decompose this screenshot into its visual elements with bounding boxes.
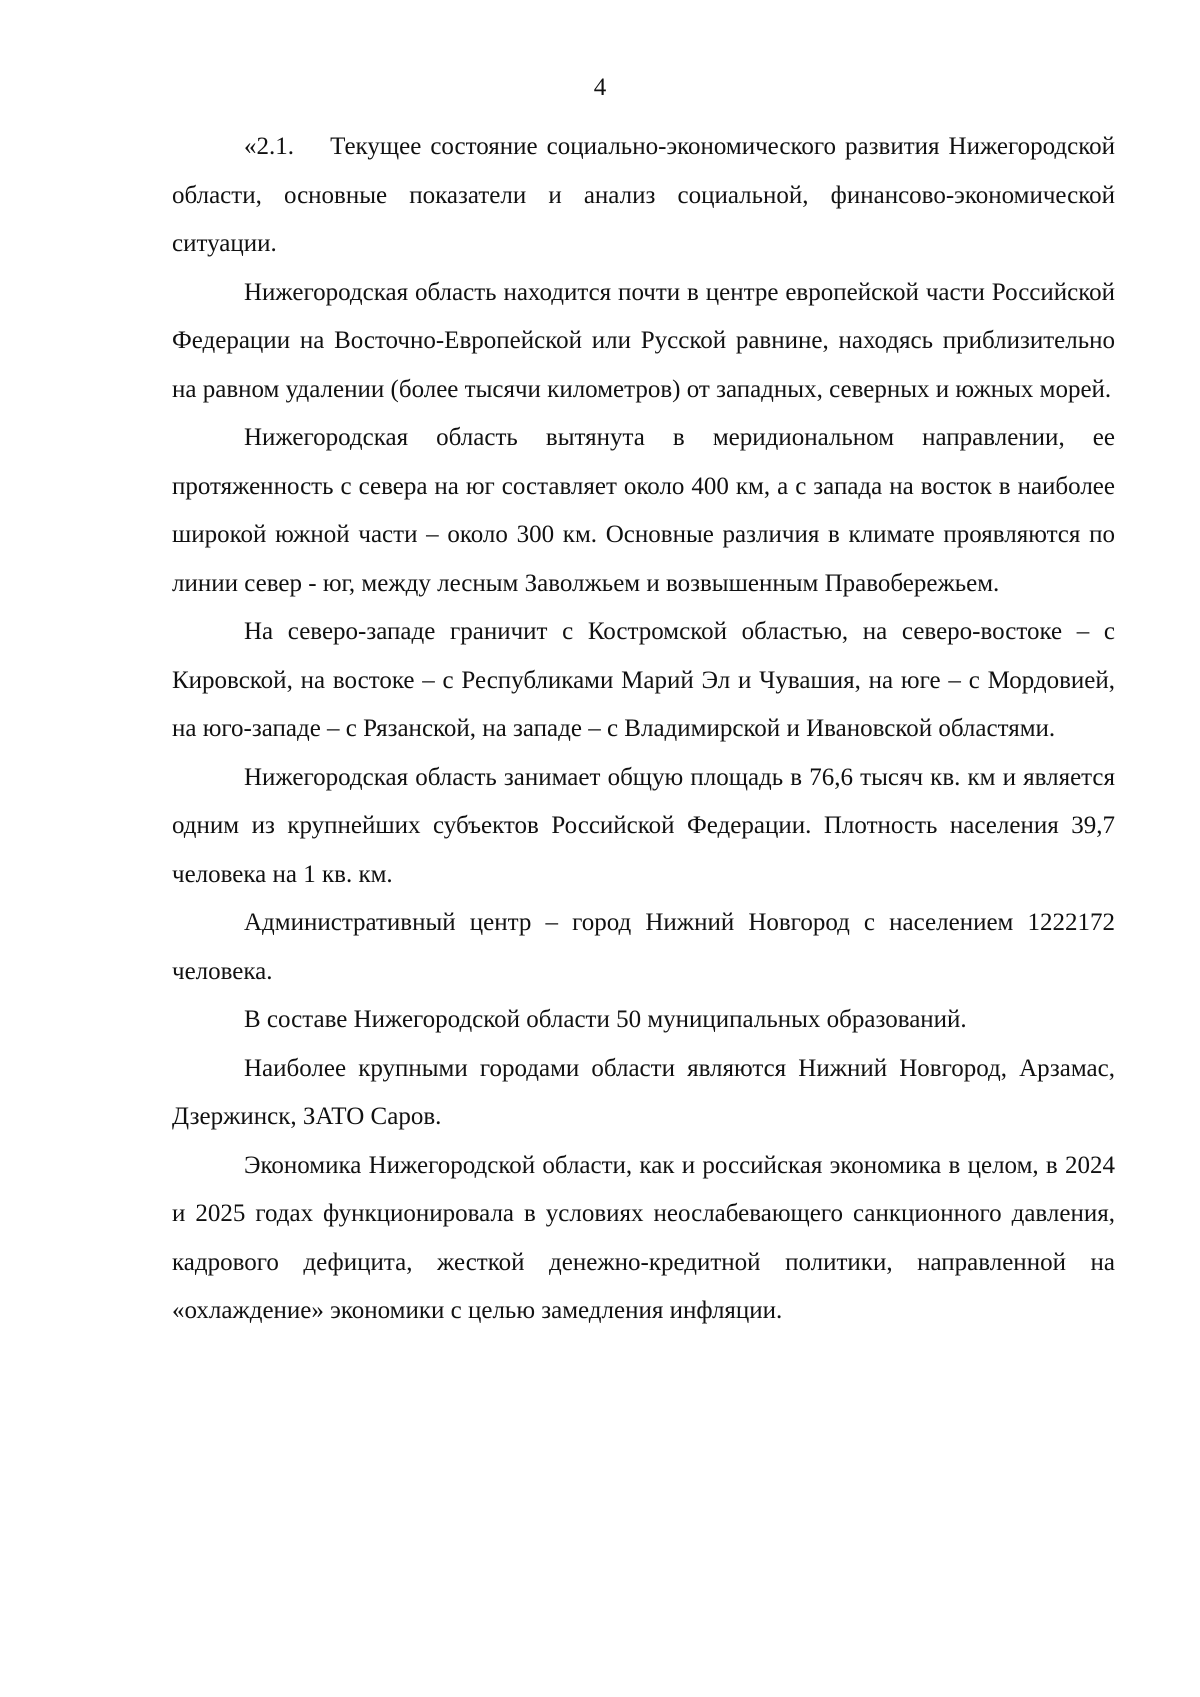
paragraph-area: Нижегородская область занимает общую площадь в 76,6 тысяч кв. км и является одним из крупнейших субъектов Российской Федерации. Плотность населения 39,7 человека на 1 кв. км.	[172, 763, 1115, 888]
section-heading-paragraph: «2.1. Текущее состояние социально-экономического развития Нижегородской области, основные показатели и анализ социальной, финансово-экономической ситуации.	[172, 133, 1115, 257]
paragraph-municipalities: В составе Нижегородской области 50 муниципальных образований.	[244, 1006, 967, 1033]
paragraph-admin-center: Административный центр – город Нижний Новгород с населением 1222172 человека.	[172, 909, 1115, 985]
paragraph-economy: Экономика Нижегородской области, как и российская экономика в целом, в 2024 и 2025 годах функционировала в условиях неослабевающего санкционного давления, кадрового дефицита, жесткой денежно-кредитной политики, направленной на «охлаждение» экономики с целью замедления инфляции.	[172, 1151, 1115, 1324]
paragraph-borders: На северо-западе граничит с Костромской областью, на северо-востоке – с Кировской, на востоке – с Республиками Марий Эл и Чувашия, на юге – с Мордовией, на юго-западе – с Рязанской, на западе – с Владимирской и Ивановской областями.	[172, 618, 1115, 742]
paragraph-major-cities: Наиболее крупными городами области являются Нижний Новгород, Арзамас, Дзержинск, ЗАТО Саров.	[172, 1054, 1115, 1130]
document-body	[172, 123, 1115, 1336]
paragraph-location: Нижегородская область находится почти в центре европейской части Российской Федерации на Восточно-Европейской или Русской равнине, находясь приблизительно на равном удалении (более тысячи километров) от западных, северных и южных морей.	[172, 278, 1115, 403]
page-number: 4	[593, 74, 607, 101]
paragraph-extent: Нижегородская область вытянута в меридиональном направлении, ее протяженность с севера на юг составляет около 400 км, а с запада на восток в наиболее широкой южной части – около 300 км. Основные различия в климате проявляются по линии север - юг, между лесным Заволжьем и возвышенным Правобережьем.	[172, 424, 1115, 597]
